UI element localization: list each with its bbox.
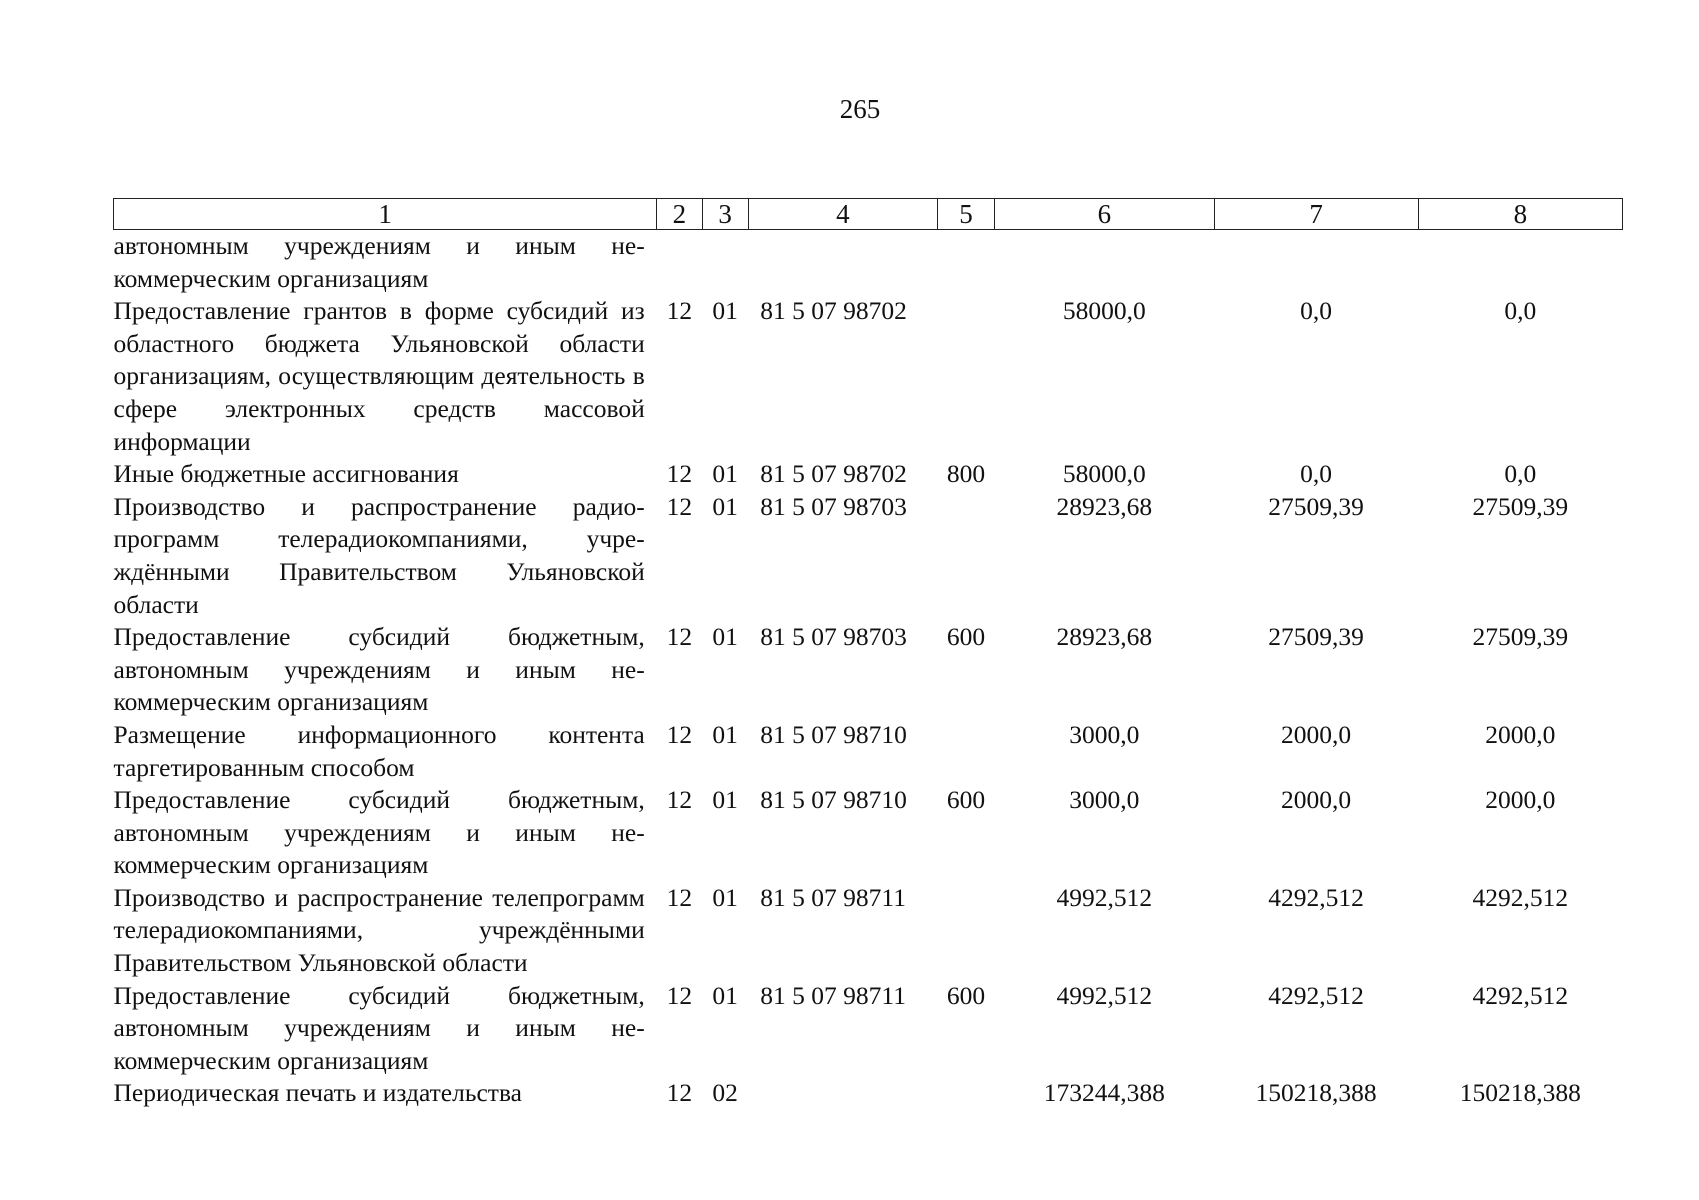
row-expense-type-code xyxy=(937,491,994,621)
row-section-code: 12 xyxy=(666,459,693,489)
table-row xyxy=(114,882,1623,980)
row-section-code: 12 xyxy=(666,719,693,749)
row-amount-col-7 xyxy=(1214,230,1418,296)
row-expense-type-code xyxy=(937,230,994,296)
row-amount-col-7: 4292,512 xyxy=(1268,980,1364,1010)
row-expense-type-code: 600 xyxy=(946,785,986,815)
row-expense-type-code xyxy=(937,1077,994,1110)
row-description: Предоставление субсидий бюджетным, автономным учреждениям и иным некоммерческим организациям xyxy=(113,622,645,717)
header-col-1: 1 xyxy=(114,199,657,230)
row-target-article-code: 81 5 07 98703 xyxy=(760,622,907,652)
row-section-code: 12 xyxy=(666,980,693,1010)
row-expense-type-code xyxy=(937,882,994,980)
row-section-code xyxy=(657,230,702,296)
table-row xyxy=(114,784,1623,882)
row-amount-col-6: 4992,512 xyxy=(1056,882,1153,912)
row-section-code: 12 xyxy=(666,882,693,912)
row-amount-col-6 xyxy=(995,230,1214,296)
row-section-code: 12 xyxy=(666,622,693,652)
row-amount-col-7: 0,0 xyxy=(1300,296,1333,326)
row-subsection-code: 01 xyxy=(712,459,738,489)
row-amount-col-7: 150218,388 xyxy=(1255,1078,1377,1108)
header-col-6: 6 xyxy=(995,199,1214,230)
row-expense-type-code xyxy=(937,719,994,784)
header-col-4: 4 xyxy=(748,199,937,230)
row-target-article-code: 81 5 07 98710 xyxy=(760,719,907,749)
header-col-7: 7 xyxy=(1214,199,1418,230)
table-row xyxy=(114,980,1623,1078)
row-description: Предоставление субсидий бюджетным, автономным учреждениям и иным некоммерческим организациям xyxy=(113,785,645,880)
row-subsection-code: 01 xyxy=(712,785,738,815)
row-target-article-code xyxy=(748,230,937,296)
row-description: Периодическая печать и издательства xyxy=(113,1078,522,1108)
header-col-3: 3 xyxy=(702,199,748,230)
row-subsection-code xyxy=(702,230,748,296)
row-subsection-code: 02 xyxy=(712,1078,738,1108)
row-amount-col-6: 28923,68 xyxy=(1056,622,1153,652)
row-amount-col-7: 27509,39 xyxy=(1268,622,1364,652)
row-amount-col-6: 3000,0 xyxy=(1069,719,1140,749)
row-section-code: 12 xyxy=(666,296,693,326)
budget-table xyxy=(113,198,1623,1110)
row-target-article-code: 81 5 07 98702 xyxy=(760,296,907,326)
row-amount-col-6: 173244,388 xyxy=(1043,1078,1165,1108)
row-amount-col-8: 0,0 xyxy=(1504,296,1537,326)
row-target-article-code: 81 5 07 98711 xyxy=(760,882,906,912)
row-description: Размещение информационного контента таргетированным способом xyxy=(113,719,645,782)
row-amount-col-6: 58000,0 xyxy=(1062,296,1146,326)
table-row xyxy=(114,621,1623,719)
row-amount-col-8: 2000,0 xyxy=(1485,785,1556,815)
row-amount-col-8: 27509,39 xyxy=(1472,622,1569,652)
row-description: автономным учреждениям и иным некоммерческим организациям xyxy=(113,231,645,293)
row-subsection-code: 01 xyxy=(712,882,738,912)
page-number: 265 xyxy=(839,94,881,124)
row-amount-col-8: 2000,0 xyxy=(1485,719,1556,749)
row-amount-col-8: 27509,39 xyxy=(1472,491,1569,521)
row-target-article-code: 81 5 07 98703 xyxy=(760,491,907,521)
row-expense-type-code: 600 xyxy=(946,980,986,1010)
row-description: Производство и распространение телепрограмм телерадиокомпаниями, учреждёнными Правительством Ульяновской области xyxy=(113,882,645,978)
row-subsection-code: 01 xyxy=(712,980,738,1010)
row-amount-col-8: 4292,512 xyxy=(1472,882,1569,912)
row-amount-col-8: 0,0 xyxy=(1504,459,1537,489)
row-target-article-code xyxy=(748,1077,937,1110)
header-col-2: 2 xyxy=(657,199,702,230)
row-subsection-code: 01 xyxy=(712,296,738,326)
table-row xyxy=(114,491,1623,621)
table-header xyxy=(114,199,1623,230)
row-section-code: 12 xyxy=(666,491,693,521)
row-section-code: 12 xyxy=(666,1078,693,1108)
header-row xyxy=(114,199,1623,230)
row-description: Иные бюджетные ассигнования xyxy=(113,459,459,489)
table-row xyxy=(114,1077,1623,1110)
row-expense-type-code: 800 xyxy=(946,459,986,489)
table-row xyxy=(114,295,1623,458)
row-amount-col-7: 2000,0 xyxy=(1281,719,1352,749)
row-section-code: 12 xyxy=(666,785,693,815)
row-amount-col-6: 3000,0 xyxy=(1069,785,1140,815)
row-description: Производство и распространение радиопрограмм телерадиокомпаниями, учреждёнными Правительством Ульяновской области xyxy=(113,491,645,619)
row-amount-col-7: 4292,512 xyxy=(1268,882,1364,912)
row-expense-type-code: 600 xyxy=(946,622,986,652)
row-amount-col-7: 27509,39 xyxy=(1268,491,1364,521)
row-amount-col-6: 4992,512 xyxy=(1056,980,1153,1010)
row-target-article-code: 81 5 07 98702 xyxy=(760,459,907,489)
row-amount-col-7: 2000,0 xyxy=(1281,785,1352,815)
row-description: Предоставление субсидий бюджетным, автономным учреждениям и иным некоммерческим организациям xyxy=(113,980,645,1075)
row-subsection-code: 01 xyxy=(712,719,738,749)
budget-table-wrapper xyxy=(113,198,1623,1110)
table-row xyxy=(114,458,1623,491)
row-amount-col-6: 28923,68 xyxy=(1056,491,1153,521)
row-subsection-code: 01 xyxy=(712,491,738,521)
row-subsection-code: 01 xyxy=(712,622,738,652)
header-col-5: 5 xyxy=(937,199,994,230)
row-amount-col-8: 150218,388 xyxy=(1459,1078,1581,1108)
row-amount-col-7: 0,0 xyxy=(1300,459,1333,489)
row-target-article-code: 81 5 07 98711 xyxy=(760,980,906,1010)
row-amount-col-8: 4292,512 xyxy=(1472,980,1569,1010)
row-target-article-code: 81 5 07 98710 xyxy=(760,785,907,815)
table-row xyxy=(114,719,1623,784)
row-amount-col-6: 58000,0 xyxy=(1062,459,1146,489)
table-row xyxy=(114,230,1623,296)
row-amount-col-8 xyxy=(1418,230,1622,296)
row-expense-type-code xyxy=(937,295,994,458)
row-description: Предоставление грантов в форме субсидий из областного бюджета Ульяновской области организациям, осуществляющим деятельность в сфере электронных средств массовой информации xyxy=(113,296,645,456)
header-col-8: 8 xyxy=(1418,199,1622,230)
table-body xyxy=(114,230,1623,1111)
